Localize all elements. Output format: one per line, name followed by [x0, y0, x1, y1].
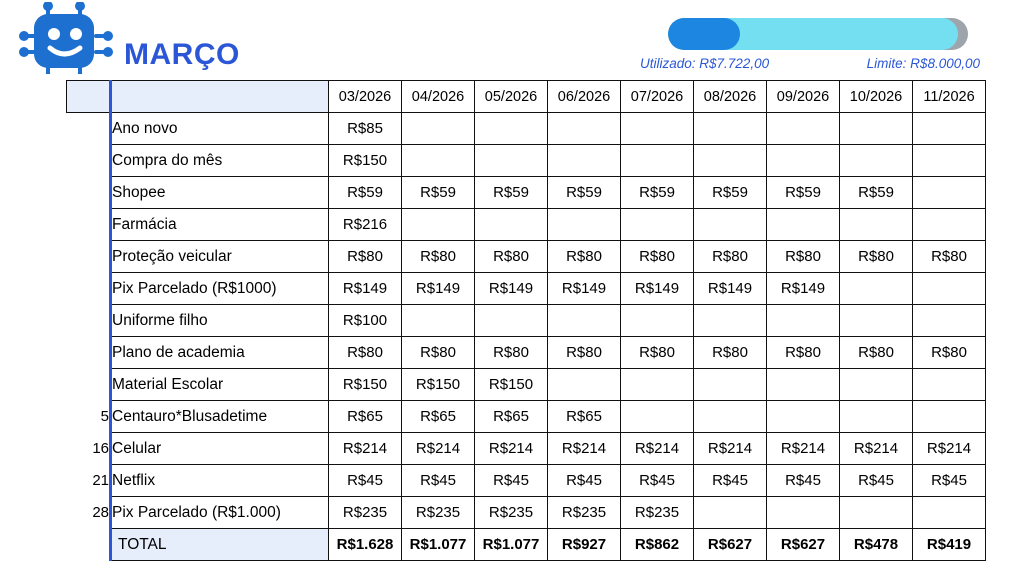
cell-amount — [621, 401, 694, 433]
cell-amount: R$80 — [913, 337, 986, 369]
cell-amount — [694, 113, 767, 145]
cell-amount — [548, 209, 621, 241]
cell-amount: R$214 — [548, 433, 621, 465]
cell-amount: R$214 — [694, 433, 767, 465]
cell-day — [67, 113, 111, 145]
cell-amount — [621, 209, 694, 241]
cell-day — [67, 241, 111, 273]
cell-amount — [913, 145, 986, 177]
cell-amount — [694, 209, 767, 241]
cell-description: Proteção veicular — [111, 241, 329, 273]
cell-amount: R$149 — [694, 273, 767, 305]
cell-amount: R$235 — [548, 497, 621, 529]
cell-amount — [475, 145, 548, 177]
cell-total-amount: R$1.077 — [475, 529, 548, 561]
cell-amount: R$80 — [402, 337, 475, 369]
column-header-month: 06/2026 — [548, 81, 621, 113]
cell-total-amount: R$862 — [621, 529, 694, 561]
cell-amount: R$80 — [329, 241, 402, 273]
cell-description: Material Escolar — [111, 369, 329, 401]
cell-total-amount: R$1.628 — [329, 529, 402, 561]
cell-day: 21 — [67, 465, 111, 497]
cell-total-amount: R$927 — [548, 529, 621, 561]
cell-amount: R$100 — [329, 305, 402, 337]
table-row — [67, 241, 986, 273]
cell-amount: R$65 — [475, 401, 548, 433]
budget-labels — [640, 56, 980, 71]
cell-amount: R$214 — [621, 433, 694, 465]
cell-description: Farmácia — [111, 209, 329, 241]
cell-amount — [913, 369, 986, 401]
column-header-month: 03/2026 — [329, 81, 402, 113]
cell-amount: R$65 — [329, 401, 402, 433]
budget-progress-fill-used — [668, 18, 740, 50]
cell-amount — [621, 145, 694, 177]
cell-amount: R$80 — [840, 337, 913, 369]
header-day-blank — [67, 81, 111, 113]
cell-amount — [475, 113, 548, 145]
cell-amount: R$59 — [694, 177, 767, 209]
cell-amount: R$80 — [767, 337, 840, 369]
budget-progress-bar — [668, 18, 968, 50]
column-header-month: 05/2026 — [475, 81, 548, 113]
table-row — [67, 497, 986, 529]
cell-amount: R$150 — [402, 369, 475, 401]
cell-amount: R$214 — [402, 433, 475, 465]
cell-amount: R$214 — [475, 433, 548, 465]
table-footer — [67, 529, 986, 561]
total-label: TOTAL — [111, 529, 329, 561]
cell-amount — [694, 145, 767, 177]
cell-amount — [840, 369, 913, 401]
cell-amount: R$45 — [621, 465, 694, 497]
cell-total-amount: R$478 — [840, 529, 913, 561]
table-row — [67, 145, 986, 177]
cell-amount: R$45 — [329, 465, 402, 497]
cell-description: Pix Parcelado (R$1000) — [111, 273, 329, 305]
cell-amount: R$214 — [767, 433, 840, 465]
cell-amount — [548, 369, 621, 401]
cell-amount: R$45 — [840, 465, 913, 497]
cell-amount — [548, 305, 621, 337]
cell-amount — [402, 209, 475, 241]
cell-amount: R$80 — [329, 337, 402, 369]
cell-amount — [767, 145, 840, 177]
cell-description: Pix Parcelado (R$1.000) — [111, 497, 329, 529]
table-row — [67, 465, 986, 497]
cell-amount: R$80 — [475, 241, 548, 273]
budget-limit-label: Limite: R$8.000,00 — [866, 56, 980, 71]
cell-amount — [767, 305, 840, 337]
cell-description: Celular — [111, 433, 329, 465]
cell-amount: R$65 — [548, 401, 621, 433]
cell-amount — [621, 369, 694, 401]
column-header-month: 11/2026 — [913, 81, 986, 113]
cell-day — [67, 177, 111, 209]
cell-amount — [913, 497, 986, 529]
column-header-month: 09/2026 — [767, 81, 840, 113]
cell-amount: R$149 — [329, 273, 402, 305]
table-body — [67, 113, 986, 529]
cell-description: Netflix — [111, 465, 329, 497]
cell-amount — [913, 209, 986, 241]
budget-used-label: Utilizado: R$7.722,00 — [640, 56, 770, 71]
cell-amount — [548, 113, 621, 145]
table-total-row — [67, 529, 986, 561]
table-row — [67, 337, 986, 369]
cell-amount: R$235 — [621, 497, 694, 529]
cell-total-amount: R$419 — [913, 529, 986, 561]
cell-amount: R$59 — [548, 177, 621, 209]
cell-day — [67, 305, 111, 337]
page-title: MARÇO — [124, 38, 240, 71]
cell-amount: R$59 — [402, 177, 475, 209]
table-row — [67, 273, 986, 305]
cell-amount — [840, 273, 913, 305]
cell-amount: R$80 — [767, 241, 840, 273]
cell-day — [67, 273, 111, 305]
cell-amount — [475, 209, 548, 241]
cell-amount: R$149 — [475, 273, 548, 305]
cell-amount: R$45 — [548, 465, 621, 497]
cell-amount — [840, 305, 913, 337]
cell-amount — [694, 305, 767, 337]
cell-amount: R$80 — [621, 241, 694, 273]
cell-amount — [840, 401, 913, 433]
cell-amount: R$150 — [329, 145, 402, 177]
cell-amount — [475, 305, 548, 337]
expenses-table — [66, 80, 986, 561]
cell-amount — [767, 113, 840, 145]
cell-day — [67, 145, 111, 177]
cell-amount: R$85 — [329, 113, 402, 145]
cell-amount: R$59 — [621, 177, 694, 209]
cell-amount: R$59 — [767, 177, 840, 209]
cell-amount — [694, 369, 767, 401]
cell-amount: R$59 — [329, 177, 402, 209]
cell-amount — [767, 401, 840, 433]
cell-day: 16 — [67, 433, 111, 465]
cell-description: Uniforme filho — [111, 305, 329, 337]
cell-amount: R$214 — [329, 433, 402, 465]
cell-amount: R$45 — [913, 465, 986, 497]
cell-amount: R$80 — [913, 241, 986, 273]
cell-amount — [767, 497, 840, 529]
cell-amount: R$150 — [329, 369, 402, 401]
cell-day — [67, 337, 111, 369]
cell-amount — [840, 209, 913, 241]
expenses-table-wrapper — [66, 80, 986, 561]
table-row — [67, 433, 986, 465]
cell-amount: R$80 — [548, 337, 621, 369]
cell-amount: R$235 — [475, 497, 548, 529]
cell-amount: R$80 — [694, 337, 767, 369]
cell-amount — [402, 305, 475, 337]
cell-amount: R$214 — [840, 433, 913, 465]
cell-day — [67, 369, 111, 401]
table-row — [67, 113, 986, 145]
cell-amount: R$65 — [402, 401, 475, 433]
cell-amount — [402, 145, 475, 177]
cell-total-amount: R$1.077 — [402, 529, 475, 561]
cell-amount: R$214 — [913, 433, 986, 465]
robot-logo — [18, 2, 114, 74]
cell-amount — [840, 497, 913, 529]
column-header-month: 07/2026 — [621, 81, 694, 113]
column-header-month: 10/2026 — [840, 81, 913, 113]
cell-amount — [621, 113, 694, 145]
cell-amount: R$45 — [767, 465, 840, 497]
cell-description: Shopee — [111, 177, 329, 209]
cell-amount — [694, 497, 767, 529]
cell-amount: R$80 — [548, 241, 621, 273]
cell-amount: R$45 — [694, 465, 767, 497]
cell-amount: R$45 — [475, 465, 548, 497]
cell-amount — [767, 369, 840, 401]
cell-amount: R$80 — [840, 241, 913, 273]
cell-day — [67, 209, 111, 241]
cell-day: 5 — [67, 401, 111, 433]
cell-amount: R$150 — [475, 369, 548, 401]
cell-amount — [840, 145, 913, 177]
cell-amount: R$149 — [621, 273, 694, 305]
cell-amount: R$216 — [329, 209, 402, 241]
cell-amount: R$235 — [329, 497, 402, 529]
cell-amount — [621, 305, 694, 337]
cell-description: Centauro*Blusadetime — [111, 401, 329, 433]
cell-amount — [840, 113, 913, 145]
table-row — [67, 177, 986, 209]
cell-amount: R$149 — [548, 273, 621, 305]
column-header-month: 04/2026 — [402, 81, 475, 113]
cell-amount: R$149 — [402, 273, 475, 305]
cell-amount — [913, 273, 986, 305]
table-row — [67, 305, 986, 337]
cell-amount: R$149 — [767, 273, 840, 305]
cell-amount — [913, 305, 986, 337]
table-header-row — [67, 81, 986, 113]
cell-amount: R$59 — [840, 177, 913, 209]
header-desc-blank — [111, 81, 329, 113]
cell-amount: R$80 — [475, 337, 548, 369]
cell-amount — [402, 113, 475, 145]
cell-description: Plano de academia — [111, 337, 329, 369]
cell-total-amount: R$627 — [767, 529, 840, 561]
cell-day: 28 — [67, 497, 111, 529]
cell-amount: R$80 — [621, 337, 694, 369]
cell-amount: R$45 — [402, 465, 475, 497]
cell-day — [67, 529, 111, 561]
cell-amount — [548, 145, 621, 177]
column-header-month: 08/2026 — [694, 81, 767, 113]
cell-amount: R$235 — [402, 497, 475, 529]
cell-amount — [913, 401, 986, 433]
cell-description: Ano novo — [111, 113, 329, 145]
cell-amount: R$80 — [402, 241, 475, 273]
cell-amount — [767, 209, 840, 241]
cell-total-amount: R$627 — [694, 529, 767, 561]
cell-amount — [913, 177, 986, 209]
cell-description: Compra do mês — [111, 145, 329, 177]
table-row — [67, 369, 986, 401]
table-row — [67, 209, 986, 241]
cell-amount — [694, 401, 767, 433]
cell-amount — [913, 113, 986, 145]
table-row — [67, 401, 986, 433]
cell-amount: R$80 — [694, 241, 767, 273]
cell-amount: R$59 — [475, 177, 548, 209]
